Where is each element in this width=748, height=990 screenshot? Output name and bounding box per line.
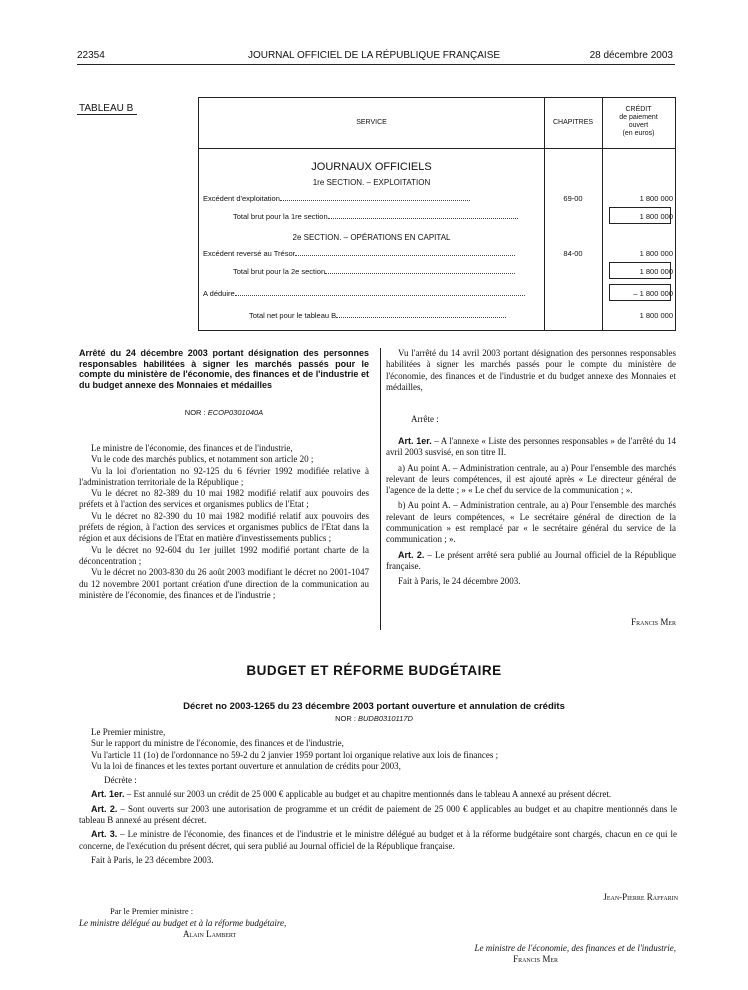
section2-title: 2e SECTION. – OPÉRATIONS EN CAPITAL xyxy=(292,233,451,242)
paragraph: Vu le code des marchés publics, et notamment son article 20 ; xyxy=(91,454,314,465)
table-row-label: Excédent reversé au Trésor xyxy=(203,249,539,258)
article-item-a: a) Au point A. – Administration centrale, au a) Pour l'ensemble des marchés relevant de leurs compétences, il est ajouté après « Le directeur général de l'agence de la dette ; » « Le chef du service de la communication ; ». xyxy=(386,462,676,496)
article-1: Art. 1er. – A l'annexe « Liste des personnes responsables » de l'arrêté du 14 avril 2003 susvisé, en son titre II. xyxy=(386,436,676,458)
paragraph: Vu la loi de finances et les textes portant ouverture et annulation de crédits pour 2003, xyxy=(91,760,401,771)
article-3: Art. 3. – Le ministre de l'économie, des finances et de l'industrie et le ministre délégué au budget et à la réforme budgétaire sont chargés, chacun en ce qui le concerne, de l'exécution du présent décret, qui sera publié au Journal officiel de la République française. xyxy=(79,829,677,851)
paragraph: Vu la loi d'orientation no 92-125 du 6 février 1992 modifiée relative à l'administration territoriale de la République ; xyxy=(79,465,369,487)
arrete-word: Arrête : xyxy=(411,414,439,424)
table-row-chapitre: 69-00 xyxy=(563,194,583,203)
paragraph: Vu le décret no 92-604 du 1er juillet 1992 modifié portant charte de la déconcentration ; xyxy=(79,544,369,566)
decrete: Décrète : xyxy=(104,775,137,786)
column-header-chapitres: CHAPITRES xyxy=(552,119,594,126)
table-row-chapitre: 84-00 xyxy=(563,249,583,258)
arrete-left-body xyxy=(79,443,369,601)
table-row-label: Total brut pour la 2e section xyxy=(233,267,539,276)
article-1: Art. 1er. – Est annulé sur 2003 un crédit de 25 000 € applicable au budget et au chapitre mentionnés dans le tableau A annexé au présent décret. xyxy=(91,789,612,800)
signature-raffarin: Jean-Pierre Raffarin xyxy=(603,892,678,902)
decret-title: Décret no 2003-1265 du 23 décembre 2003 portant ouverture et annulation de crédits xyxy=(183,701,565,712)
signature: Francis Mer xyxy=(631,617,676,627)
table-main-title: JOURNAUX OFFICIELS xyxy=(311,161,432,173)
table-row-credit: 1 800 000 xyxy=(639,249,673,258)
signature-mer: Francis Mer xyxy=(513,954,558,964)
paragraph: Le Premier ministre, xyxy=(91,727,166,737)
arrete-right-body xyxy=(386,348,676,393)
ministre-delegue: Le ministre délégué au budget et à la réforme budgétaire, xyxy=(79,918,287,928)
ministre-economie: Le ministre de l'économie, des finances et de l'industrie, xyxy=(474,943,676,953)
arrete-articles xyxy=(386,436,676,588)
journal-title: JOURNAL OFFICIEL DE LA RÉPUBLIQUE FRANÇAISE xyxy=(247,50,501,61)
signature-lambert: Alain Lambert xyxy=(183,929,237,939)
table-row-label: A déduire xyxy=(203,289,539,298)
paragraph: Sur le rapport du ministre de l'économie, des finances et de l'industrie, xyxy=(91,738,344,749)
fait-a-paris: Fait à Paris, le 24 décembre 2003. xyxy=(398,576,521,587)
column-rule xyxy=(380,348,381,630)
par-le-premier-ministre: Par le Premier ministre : xyxy=(110,906,194,916)
page-number: 22354 xyxy=(77,50,105,61)
table-row-credit: 1 800 000 xyxy=(639,267,673,276)
column-header-service: SERVICE xyxy=(356,119,387,126)
table-row-credit: – 1 800 000 xyxy=(633,289,673,298)
paragraph: Vu le décret no 82-389 du 10 mai 1982 modifié relatif aux pouvoirs des préfets et à l'action des services et organismes publics de l'Etat ; xyxy=(79,488,369,510)
decret-nor: NOR : BUDB0310117D xyxy=(335,714,413,723)
decret-body xyxy=(79,727,677,866)
paragraph: Vu l'arrêté du 14 avril 2003 portant désignation des personnes responsables habilitées à signer les marchés passés pour le compte du ministère de l'économie, des finances et de l'industrie et du budget annexe des Monnaies et médailles, xyxy=(386,348,676,392)
table-row-label: Total brut pour la 1re section xyxy=(233,212,539,221)
header-rule xyxy=(77,64,675,65)
section1-title: 1re SECTION. – EXPLOITATION xyxy=(312,178,431,187)
column-header-credit: CRÉDIT de paiement ouvert (en euros) xyxy=(619,106,658,137)
table-row-credit: 1 800 000 xyxy=(639,194,673,203)
paragraph: Vu le décret no 82-390 du 10 mai 1982 modifié relatif aux pouvoirs des préfets de région, à l'action des services et organismes publics de l'Etat dans la région et aux décisions de l'Etat en matière d'investissements publics ; xyxy=(79,510,369,544)
table-header-rule xyxy=(199,148,675,149)
column-divider xyxy=(544,98,545,330)
table-row-credit: 1 800 000 xyxy=(639,311,673,320)
paragraph: Vu l'article 11 (1o) de l'ordonnance no 59-2 du 2 janvier 1959 portant loi organique relative aux lois de finances ; xyxy=(91,749,499,760)
page-date: 28 décembre 2003 xyxy=(589,50,673,61)
fait-a-paris: Fait à Paris, le 23 décembre 2003. xyxy=(91,854,214,865)
article-2: Art. 2. – Sont ouverts sur 2003 une autorisation de programme et un crédit de paiement de 25 000 € applicables au budget et au chapitre mentionnés dans le tableau B annexé au présent décret. xyxy=(79,803,677,826)
arrete-title: Arrêté du 24 décembre 2003 portant désignation des personnes responsables habilitées à signer les marchés passés pour le compte du ministère de l'économie, des finances et de l'industrie et du budget annexe des Monnaies et médailles xyxy=(79,348,369,390)
table-row-credit: 1 800 000 xyxy=(639,212,673,221)
tableau-label: TABLEAU B xyxy=(79,103,134,114)
tableau-label-rule xyxy=(77,114,137,115)
table-row-label: Excédent d'exploitation xyxy=(203,194,539,203)
section-heading: BUDGET ET RÉFORME BUDGÉTAIRE xyxy=(246,663,502,678)
article-2: Art. 2. – Le présent arrêté sera publié au Journal officiel de la République française. xyxy=(386,549,676,571)
tableau-b xyxy=(198,97,676,331)
table-row-label: Total net pour le tableau B xyxy=(249,311,539,320)
paragraph: Le ministre de l'économie, des finances et de l'industrie, xyxy=(91,443,293,453)
arrete-nor: NOR : ECOP0301040A xyxy=(184,408,264,417)
paragraph: Vu le décret no 2003-830 du 26 août 2003 modifiant le décret no 2001-1047 du 12 novembre 2001 portant création d'une direction de la communication au ministère de l'économie, des finances et de l'industrie ; xyxy=(79,567,369,600)
article-item-b: b) Au point A. – Administration centrale, au a) Pour l'ensemble des marchés relevant de leurs compétences, « Le secrétaire général de direction de la communication » est remplacé par « le secrétaire général du service de la communication ; ». xyxy=(386,500,676,545)
